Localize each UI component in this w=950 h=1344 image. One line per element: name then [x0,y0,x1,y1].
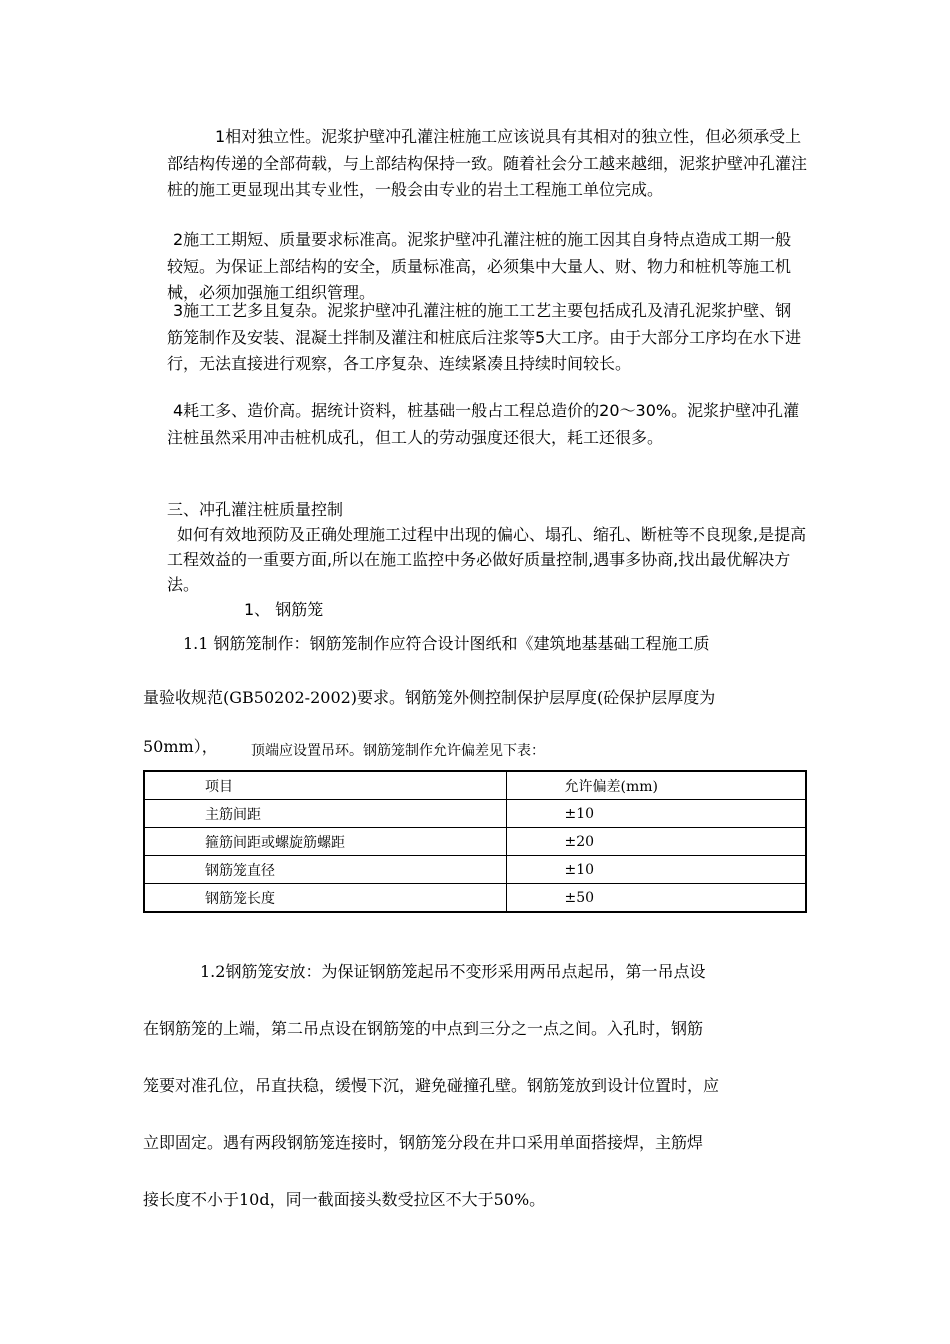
table-header-row [144,771,806,800]
point-3-paragraph: 3施工工艺多且复杂。泥浆护壁冲孔灌注桩的施工工艺主要包括成孔及清孔泥浆护壁、钢筋笼制作及安装、混凝土拌制及灌注和桩底后注浆等5大工序。由于大部分工序均在水下进行，无法直接进行观察，各工序复杂、连续紧凑且持续时间较长。 [167,301,802,373]
subsection-1-heading: 1、 钢筋笼 [244,600,324,619]
table-cell: 主筋间距 [144,800,506,828]
point-4-paragraph: 4耗工多、造价高。据统计资料，桩基础一般占工程总造价的20～30%。泥浆护壁冲孔灌注桩虽然采用冲击桩机成孔，但工人的劳动强度还很大，耗工还很多。 [167,401,800,447]
table-cell: ±10 [506,800,806,828]
table-cell: 钢筋笼直径 [144,856,506,884]
table-row [144,856,806,884]
tolerance-table [143,770,807,913]
item-1-2-paragraph [143,956,807,1241]
table-cell: ±10 [506,856,806,884]
table-row [144,828,806,856]
item-1-2-line: 1.2钢筋笼安放：为保证钢筋笼起吊不变形采用两吊点起吊，第一吊点设 [200,962,706,981]
item-1-2-line: 立即固定。遇有两段钢筋笼连接时，钢筋笼分段在井口采用单面搭接焊，主筋焊 [143,1133,704,1152]
item-1-2-line: 笼要对准孔位，吊直扶稳，缓慢下沉，避免碰撞孔壁。钢筋笼放到设计位置时，应 [143,1076,720,1095]
section-3-intro: 如何有效地预防及正确处理施工过程中出现的偏心、塌孔、缩孔、断桩等不良现象,是提高工程效益的一重要方面,所以在施工监控中务必做好质量控制,遇事多协商,找出最优解决方法。 [167,525,807,594]
item-1-2-line: 接长度不小于10d，同一截面接头数受拉区不大于50%。 [143,1190,546,1209]
point-1-paragraph: 1相对独立性。泥浆护壁冲孔灌注桩施工应该说具有其相对的独立性，但必须承受上部结构传递的全部荷载，与上部结构保持一致。随着社会分工越来越细，泥浆护壁冲孔灌注桩的施工更显现出其专业性，一般会由专业的岩土工程施工单位完成。 [167,127,808,199]
table-cell: 钢筋笼长度 [144,884,506,913]
table-cell: ±20 [506,828,806,856]
item-1-1-line-3b: 顶端应设置吊环。钢筋笼制作允许偏差见下表： [251,743,545,759]
item-1-1-line-2: 量验收规范(GB50202-2002)要求。钢筋笼外侧控制保护层厚度(砼保护层厚度为 [143,688,716,707]
point-2-paragraph: 2施工工期短、质量要求标准高。泥浆护壁冲孔灌注桩的施工因其自身特点造成工期一般较短。为保证上部结构的安全，质量标准高，必须集中大量人、财、物力和桩机等施工机械，必须加强施工组织管理。 [167,230,792,302]
section-3-heading: 三、冲孔灌注桩质量控制 [167,500,344,519]
item-1-1-line-1: 1.1 钢筋笼制作：钢筋笼制作应符合设计图纸和《建筑地基基础工程施工质 [183,634,710,653]
table-cell: ±50 [506,884,806,913]
table-row [144,884,806,913]
table-row [144,800,806,828]
table-cell: 箍筋间距或螺旋筋螺距 [144,828,506,856]
table-header-item: 项目 [144,771,506,800]
table-header-tolerance: 允许偏差(mm) [506,771,806,800]
item-1-1-line-3a: 50mm）， [143,737,218,756]
item-1-2-line: 在钢筋笼的上端，第二吊点设在钢筋笼的中点到三分之一点之间。入孔时，钢筋 [143,1019,704,1038]
